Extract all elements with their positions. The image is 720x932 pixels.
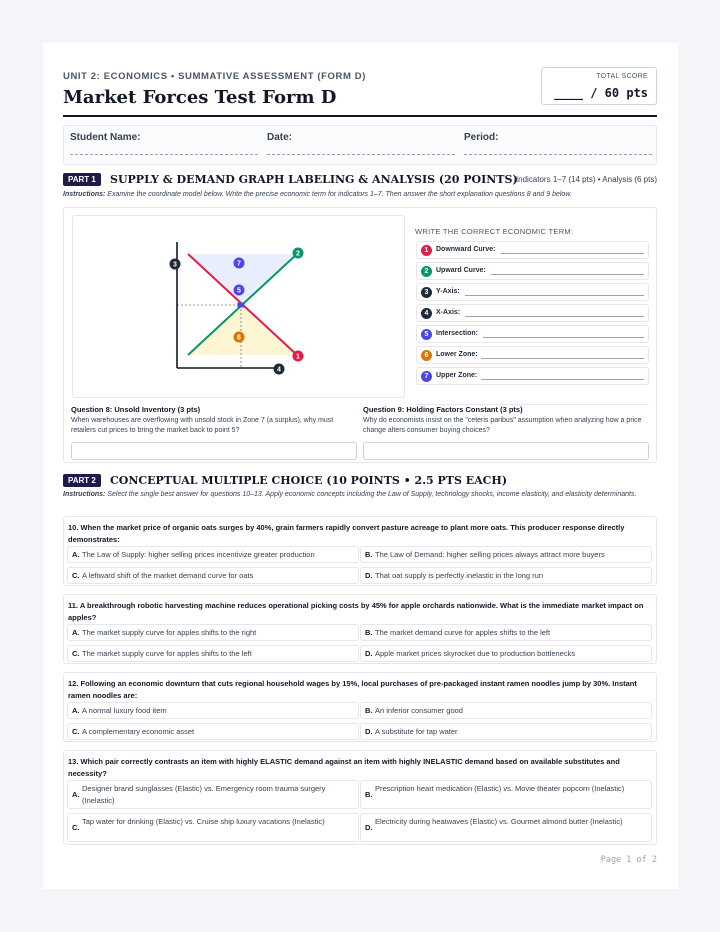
part1-meta: Indicators 1–7 (14 pts) • Analysis (6 pts) (515, 175, 657, 184)
term-row-4[interactable] (416, 304, 649, 322)
option-letter: A. (72, 790, 80, 799)
term-label: Downward Curve: (436, 246, 496, 253)
term-label: Upper Zone: (436, 372, 478, 379)
option-b[interactable] (360, 624, 652, 641)
option-c[interactable] (67, 567, 359, 584)
student-name-label: Student Name: (70, 132, 141, 143)
option-text: The market supply curve for apples shifts to the left (82, 649, 252, 658)
term-answer-line[interactable] (465, 295, 644, 296)
option-text: A complementary economic asset (82, 727, 195, 736)
question-10 (63, 516, 657, 586)
option-c[interactable] (67, 645, 359, 662)
term-label: X-Axis: (436, 309, 461, 316)
term-label: Lower Zone: (436, 351, 478, 358)
term-row-5[interactable] (416, 325, 649, 343)
option-letter: B. (365, 706, 373, 715)
graph-marker-2-text: 2 (296, 250, 300, 258)
page-number: Page 1 of 2 (600, 855, 657, 865)
option-letter: C. (72, 823, 80, 832)
term-row-7[interactable] (416, 367, 649, 385)
question-stem: 13. Which pair correctly contrasts an item with highly ELASTIC demand against an item with highly INELASTIC demand based on available substitutes and necessity? (68, 757, 620, 778)
date-field[interactable] (267, 132, 455, 155)
part2-instructions (63, 490, 653, 500)
term-row-2[interactable] (416, 262, 649, 280)
option-text: A normal luxury food item (82, 706, 167, 715)
option-text: Prescription heart medication (Elastic) vs. Movie theater popcorn (Inelastic) (375, 784, 625, 793)
question-9-text: Why do economists insist on the "ceteris paribus" assumption when analyzing how a price change alters consumer buying choices? (363, 417, 642, 434)
option-text: A leftward shift of the market demand curve for oats (82, 571, 254, 580)
option-letter: A. (72, 550, 80, 559)
option-letter: D. (365, 727, 373, 736)
term-answer-line[interactable] (465, 316, 644, 317)
unit-eyebrow: UNIT 2: ECONOMICS • SUMMATIVE ASSESSMENT (FORM D) (63, 71, 366, 82)
part1-instructions-text: Examine the coordinate model below. Write the precise economic term for indicators 1–7. Then answer the short explanation questions 8 and 9 below. (107, 191, 572, 198)
option-d[interactable] (360, 813, 652, 842)
option-a[interactable] (67, 780, 359, 809)
term-number-badge: 3 (421, 287, 432, 298)
option-letter: A. (72, 706, 80, 715)
term-answer-line[interactable] (481, 379, 644, 380)
option-text: The Law of Supply: higher selling prices incentivize greater production (82, 550, 315, 559)
option-letter: A. (72, 628, 80, 637)
part1-badge: PART 1 (63, 173, 101, 186)
date-label: Date: (267, 132, 293, 143)
part2-badge: PART 2 (63, 474, 101, 487)
term-answer-line[interactable] (481, 358, 644, 359)
period-label: Period: (464, 132, 499, 143)
question-8-answer-box[interactable] (71, 442, 357, 460)
option-b[interactable] (360, 780, 652, 809)
option-text: The market demand curve for apples shifts to the left (375, 628, 551, 637)
question-8-title: Question 8: Unsold Inventory (3 pts) (71, 405, 201, 414)
option-text: The Law of Demand: higher selling prices always attract more buyers (375, 550, 605, 559)
question-9 (363, 405, 649, 436)
term-row-3[interactable] (416, 283, 649, 301)
part1-instructions (63, 190, 657, 200)
term-number-badge: 5 (421, 329, 432, 340)
question-9-answer-box[interactable] (363, 442, 649, 460)
student-name-field[interactable] (70, 132, 258, 155)
part2-instructions-label: Instructions: (63, 491, 106, 498)
option-letter: C. (72, 727, 80, 736)
option-letter: B. (365, 790, 373, 799)
graph-marker-4-text: 4 (277, 366, 281, 374)
term-number-badge: 4 (421, 308, 432, 319)
term-answer-line[interactable] (501, 253, 644, 254)
total-score-box (541, 67, 657, 105)
option-b[interactable] (360, 546, 652, 563)
option-text: Electricity during heatwaves (Elastic) vs. Gourmet almond butter (Inelastic) (375, 817, 623, 826)
header-divider (63, 115, 657, 117)
option-letter: B. (365, 550, 373, 559)
option-d[interactable] (360, 567, 652, 584)
student-info-box (63, 125, 657, 165)
equilibrium-point (238, 303, 245, 308)
option-d[interactable] (360, 645, 652, 662)
date-line[interactable] (267, 154, 455, 155)
question-8 (71, 405, 357, 436)
option-c[interactable] (67, 723, 359, 740)
graph-svg (73, 216, 404, 397)
question-8-text: When warehouses are overflowing with unsold stock in Zone 7 (a surplus), why must retailers cut prices to bring the market back to point 5? (71, 417, 334, 434)
option-text: Tap water for drinking (Elastic) vs. Cruise ship luxury vacations (Inelastic) (82, 817, 325, 826)
option-text: Apple market prices skyrocket due to production bottlenecks (375, 649, 576, 658)
question-stem: 12. Following an economic downturn that cuts regional household wages by 15%, local purchases of pre-packaged instant ramen noodles jump by 30%. Instant ramen noodles are: (68, 679, 637, 700)
option-c[interactable] (67, 813, 359, 842)
term-number-badge: 1 (421, 245, 432, 256)
option-letter: C. (72, 649, 80, 658)
option-letter: D. (365, 649, 373, 658)
question-13 (63, 750, 657, 845)
total-score-value: ____ / 60 pts (554, 86, 648, 100)
question-stem: 11. A breakthrough robotic harvesting machine reduces operational picking costs by 45% for apple orchards nationwide. What is the immediate market impact on apples? (68, 601, 644, 622)
option-text: An inferior consumer good (375, 706, 463, 715)
part1-panel (63, 207, 657, 463)
option-a[interactable] (67, 624, 359, 641)
option-a[interactable] (67, 546, 359, 563)
option-text: Designer brand sunglasses (Elastic) vs. Emergency room trauma surgery (Inelastic) (82, 784, 326, 805)
option-letter: B. (365, 628, 373, 637)
worksheet-page (43, 43, 678, 889)
total-score-label: TOTAL SCORE (596, 73, 648, 80)
period-field[interactable] (464, 132, 652, 155)
option-b[interactable] (360, 702, 652, 719)
term-number-badge: 6 (421, 350, 432, 361)
student-name-line[interactable] (70, 154, 258, 155)
period-line[interactable] (464, 154, 652, 155)
option-letter: D. (365, 823, 373, 832)
term-label: Y-Axis: (436, 288, 460, 295)
part2-title: CONCEPTUAL MULTIPLE CHOICE (10 POINTS • 2.5 PTS EACH) (110, 474, 508, 487)
option-d[interactable] (360, 723, 652, 740)
part2-instructions-text: Select the single best answer for questions 10–13. Apply economic concepts including the Law of Supply, technology shocks, income elasticity, and elasticity determinants. (107, 491, 637, 498)
supply-demand-graph (72, 215, 405, 398)
term-number-badge: 7 (421, 371, 432, 382)
graph-marker-6-text: 6 (237, 334, 241, 342)
question-9-title: Question 9: Holding Factors Constant (3 pts) (363, 405, 523, 414)
term-heading: WRITE THE CORRECT ECONOMIC TERM: (415, 227, 574, 236)
option-letter: C. (72, 571, 80, 580)
question-12 (63, 672, 657, 742)
term-row-1[interactable] (416, 241, 649, 259)
term-answer-line[interactable] (483, 337, 644, 338)
graph-marker-1-text: 1 (296, 353, 300, 361)
term-row-6[interactable] (416, 346, 649, 364)
term-label: Upward Curve: (436, 267, 486, 274)
question-11 (63, 594, 657, 664)
option-letter: D. (365, 571, 373, 580)
page-title: Market Forces Test Form D (63, 87, 337, 108)
question-stem: 10. When the market price of organic oats surges by 40%, grain farmers rapidly convert pasture acreage to plant more oats. This producer response directly demonstrates: (68, 523, 625, 544)
option-text: The market supply curve for apples shifts to the right (82, 628, 257, 637)
part1-title: SUPPLY & DEMAND GRAPH LABELING & ANALYSIS (20 POINTS) (110, 173, 518, 186)
graph-marker-3-text: 3 (173, 261, 177, 269)
term-number-badge: 2 (421, 266, 432, 277)
option-a[interactable] (67, 702, 359, 719)
term-label: Intersection: (436, 330, 479, 337)
lower-zone-area (188, 305, 297, 355)
option-text: A substitute for tap water (375, 727, 458, 736)
graph-marker-5-text: 5 (237, 287, 241, 295)
part1-instructions-label: Instructions: (63, 191, 106, 198)
term-answer-line[interactable] (491, 274, 644, 275)
graph-marker-7-text: 7 (237, 260, 241, 268)
option-text: That oat supply is perfectly inelastic in the long run (375, 571, 544, 580)
